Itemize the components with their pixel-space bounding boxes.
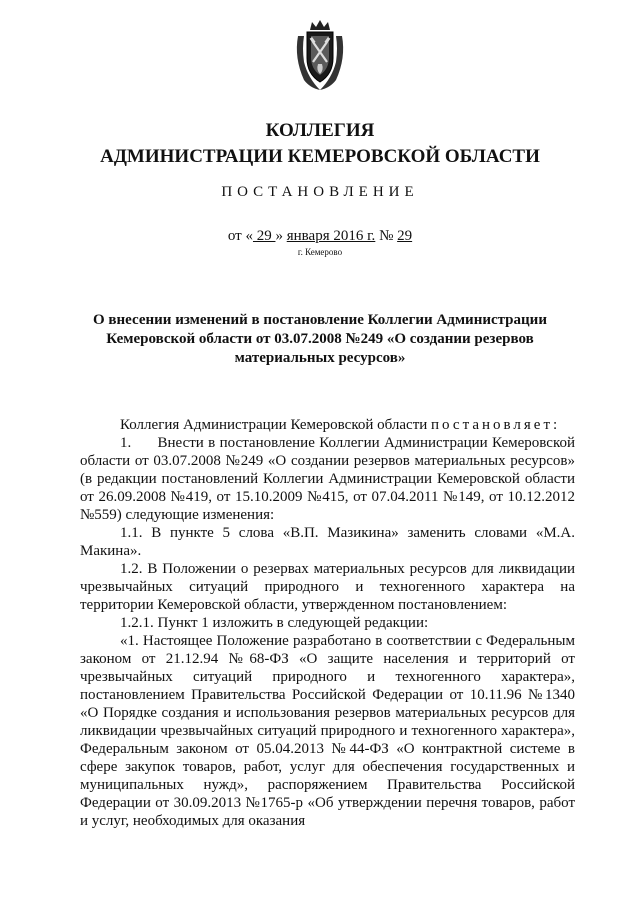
org-name-line2: АДМИНИСТРАЦИИ КЕМЕРОВСКОЙ ОБЛАСТИ bbox=[100, 146, 540, 167]
document-number: 29 bbox=[397, 228, 413, 244]
paragraph-1: 1. Внести в постановление Коллегии Администрации Кемеровской области от 03.07.2008 №249 «О создании резервов материальных ресурсов» (в редакции постановлений Коллегии Администрации Кемеровской области от 26.09.2008 №419, от 15.10.2009 №415, от 07.04.2011 №149, от 10.12.2012 №559) следующие изменения: bbox=[80, 435, 575, 523]
subject-line1: О внесении изменений в постановление Коллегии Администрации bbox=[93, 312, 547, 328]
date-prefix: от « bbox=[227, 228, 253, 244]
paragraph-1-1: 1.1. В пункте 5 слова «В.П. Мазикина» заменить словами «М.А. Макина». bbox=[80, 525, 575, 559]
org-name-line1: КОЛЛЕГИЯ bbox=[265, 120, 375, 141]
subject-line2: Кемеровской области от 03.07.2008 №249 «О создании резервов bbox=[106, 331, 534, 347]
paragraph-1-2-1: 1.2.1. Пункт 1 изложить в следующей редакции: bbox=[120, 615, 429, 631]
coat-of-arms-emblem bbox=[292, 18, 348, 92]
city-name: г. Кемерово bbox=[297, 247, 343, 257]
intro-text: Коллегия Администрации Кемеровской области bbox=[120, 417, 432, 433]
paragraph-1-2: 1.2. В Положении о резервах материальных ресурсов для ликвидации чрезвычайных ситуаций природного и техногенного характера на территории Кемеровской области, утвержденном постановлением: bbox=[80, 561, 575, 613]
intro-decree: постановляет: bbox=[431, 417, 561, 433]
number-sign: № bbox=[375, 228, 398, 244]
paragraph-quote: «1. Настоящее Положение разработано в соответствии с Федеральным законом от 21.12.94 №68-ФЗ «О защите населения и территорий от чрезвычайных ситуаций природного и техногенного характера», постановлением Правительства Российской Федерации от 10.11.96 №1340 «О Порядке создания и использования резервов материальных ресурсов для ликвидации чрезвычайных ситуаций природного и техногенного характера», Федеральным законом от 05.04.2013 №44-ФЗ «О контрактной системе в сфере закупок товаров, работ, услуг для обеспечения государственных и муниципальных нужд», распоряжением Правительства Российской Федерации от 30.09.2013 №1765-р «Об утверждении перечня товаров, работ и услуг, необходимых для оказания bbox=[80, 633, 575, 829]
date-line bbox=[0, 228, 640, 245]
intro-paragraph bbox=[80, 416, 575, 434]
document-subject bbox=[80, 311, 560, 368]
date-day: 29 bbox=[252, 228, 276, 244]
document-type: ПОСТАНОВЛЕНИЕ bbox=[221, 184, 419, 200]
date-mid: » bbox=[275, 228, 287, 244]
document-body bbox=[80, 416, 575, 830]
subject-line3: материальных ресурсов» bbox=[234, 350, 406, 366]
date-month-year: января 2016 г. bbox=[286, 228, 376, 244]
